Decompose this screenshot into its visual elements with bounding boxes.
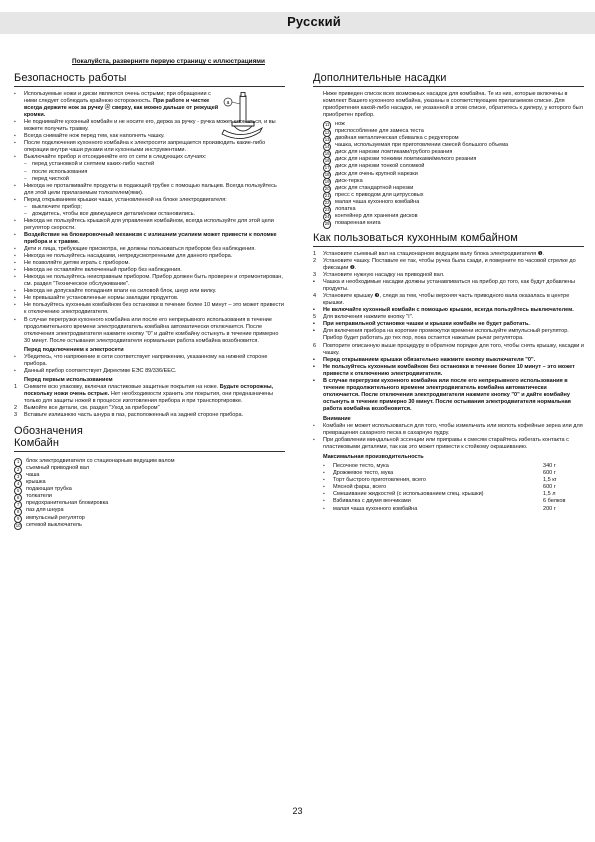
attachment-item: 23 лопатка [323,206,584,213]
before-connect-list [14,354,285,375]
safety-item: ▪ Никогда не проталкивайте продукты в подающей трубке с помощью пальцев. Всегда пользуйтесь для этой цели прилагаемым толкателем(ями). [14,183,285,197]
safety-item: ▪ Воздействие на блокировочный механизм с излишним усилием может привести к поломке прибора и к травме. [14,232,285,246]
key-item: 9 импульсный регулятор [14,515,285,522]
attachments-list [313,121,584,227]
safety-item: ▪ Никогда не пользуйтесь крышкой для управления комбайном, всегда используйте для этой цели регулятор скорости. [14,218,285,232]
left-column [14,72,285,529]
howto-title: Как пользоваться кухонным комбайном [313,232,584,247]
safety-item: ▪ Не превышайте установленные нормы закладки продуктов. [14,295,285,302]
howto-note: ▪ В случае перегрузки кухонного комбайна или после его непрерывного использования в течение продолжительного времени электродвигатель комбайна автоматически отключается. После отключения электродвигателя нажмите кнопку "0" и дайте комбайну остынуть в течение примерно 30 минут. После остывания электродвигателя нормальная работа комбайна возобновится. [313,377,571,412]
howto-step: 3 Установите нужную насадку на приводной вал. [313,272,445,279]
safety-item: ▪ После подключения кухонного комбайна к электросети запрещается производить какие-либо операции внутри чаши руками или кухонными инструментами. [14,140,285,154]
key-item: 4 крышка [14,479,285,486]
howto-step: 2 Установите чашку. Поставьте ее так, чтобы ручка была сзади, и поверните по часовой стрелке до фиксации ❷. [313,257,576,271]
howto-step: 5 Для включения нажмите кнопку "I". [313,314,414,321]
howto-steps [313,251,584,413]
safety-list-cont [14,119,285,345]
howto-note: ▪ Для включения прибора на короткие промежутки времени используйте импульсный регулятор. Прибор будет работать до тех пор, пока остается нажатым рычаг регулятора. [313,328,569,342]
key-item: 5 подающая трубка [14,486,285,493]
attention-item: ▪ Комбайн не может использоваться для того, чтобы измельчать или молоть кофейные зерна или для превращения сахарного песка в сахарную пудру. [313,423,584,437]
howto-note: ▪ Не пользуйтесь кухонным комбайном без остановки в течение более 10 минут – это может привести к отключению электродвигателя. [313,363,575,377]
attachment-item: 12 приспособление для замеса теста [323,128,584,135]
capacity-row: ▪ малая чаша кухонного комбайна 200 г [323,506,583,513]
page-number: 23 [292,806,303,816]
howto-step: 1 Установите съемный вал на стационарном ведущем валу блока электродвигателя ❶. [313,250,545,257]
safety-section [14,91,285,419]
howto-step: 6 Повторите описанную выше процедуру в обратном порядке для того, чтобы снять крышку, насадки и чашку. [313,342,585,356]
attention-title: Внимание [323,415,351,422]
safety-list [14,91,285,119]
attachment-item: 25 поваренная книга [323,220,584,227]
safety-item: ▪ Используемые ножи и диски являются очень острыми; при обращении с ними следует соблюдать крайнюю осторожность. При работе и чистке всегда держите нож за ручку ⓐ сверху, как можно дальше от режущей кромки. [14,91,223,119]
attachments-intro: Ниже приведен список всех возможных насадок для комбайна. Те из них, которые включены в комплект Вашего кухонного комбайна, указаны в соответствующем прилагаемом списке. Для приобретения какой-либо насадки, не указанной в этом списке, обратитесь к дилеру, у которого был приобретен прибор. [323,91,583,119]
capacity-title: Максимальная производительность [323,454,424,461]
howto-note: ▪ Чашка и необходимые насадки должны устанавливаться на прибор до того, как будут добавлены продукты. [313,279,575,293]
safety-subitem: – перед установкой и снятием каких-либо частей [14,161,285,168]
attachment-item: 17 диск для нарезки тонкой соломкой [323,163,584,170]
key-item: 8 паз для шнура [14,507,285,514]
capacity-row: ▪ Торт быстрого приготовления, всего 1,5 кг [323,477,583,484]
safety-item: ▪ Не поднимайте кухонный комбайн и не носите его, держа за ручку - ручка может сломаться, и вы можете получить травму. [14,119,285,133]
attention-item: ▪ При добавлении миндальной эссенции или приправы к смесям старайтесь избегать контакта с пластиковыми деталями, так как это может привести к стойкому окрашиванию. [313,437,584,451]
key-subtitle: Комбайн [14,437,285,452]
capacity-row: ▪ Дрожжевое тесто, мука 600 г [323,470,583,477]
key-item: 6 толкатели [14,493,285,500]
attachment-item: 20 диск для стандартной нарезки [323,185,584,192]
key-item: 1 блок электродвигателя со стационарным ведущим валом [14,458,285,465]
key-title: Обозначения [14,425,83,438]
key-item: 7 предохранительная блокировка [14,500,285,507]
capacity-row: ▪ Мясной фарш, всего 600 г [323,484,583,491]
attachment-item: 19 диск-терка [323,178,584,185]
before-connect-item: ▪ Данный прибор соответствует Директиве ЕЭС 89/336/EEC. [14,368,285,375]
safety-item: ▪ Не пользуйтесь кухонным комбайном без остановки в течение более 10 минут – это может привести к отключению электродвигателя. [14,302,285,316]
safety-item: ▪ Никогда не допускайте попадания влаги на силовой блок, шнур или вилку. [14,288,285,295]
attachment-item: 18 диск для очень крупной нарезки [323,171,584,178]
attachment-item: 24 контейнер для хранения дисков [323,213,584,220]
unfold-note: Покалуйста, разверните первую страницу с иллюстрациями [72,58,265,65]
attachment-item: 22 малая чаша кухонного комбайна [323,199,584,206]
howto-note: ▪ При неправильной установке чашки и крышки комбайн не будет работать. [313,321,530,328]
safety-item: ▪ Дети и лица, требующие присмотра, не должны пользоваться прибором без наблюдения. [14,246,285,253]
safety-item: ▪ Никогда не оставляйте включенный прибор без наблюдения. [14,267,285,274]
attachment-item: 11 нож [323,121,584,128]
language-title: Русский [287,14,341,29]
attachment-item: 16 диск для нарезки тонкими ломтиками/мелкого резания [323,156,584,163]
key-item: 2 съемный приводной вал [14,465,285,472]
right-column [313,72,584,513]
attachment-item: 15 диск для нарезки ломтиками/грубого резания [323,149,584,156]
safety-item: ▪ Не позволяйте детям играть с прибором. [14,260,285,267]
attachment-item: 13 двойная металлическая сбивалка с редуктором [323,135,584,142]
attachments-title: Дополнительные насадки [313,72,584,87]
howto-note: ▪ Перед открыванием крышки обязательно нажмите кнопку выключателя "0". [313,356,536,363]
howto-note: ▪ Не включайте кухонный комбайн с помощью крышки, всегда пользуйтесь выключателем. [313,307,574,314]
safety-sublist [14,161,285,182]
safety-item: ▪ Всегда снимайте нож перед тем, как наполнять чашку. [14,133,285,140]
first-use-step: 1 Снимите всю упаковку, включая пластиковые защитные покрытия на ноже. Будьте осторожны, поскольку ножи очень острые. Нет необходимости хранить эти покрытия, они предназначены только для защиты ножей в процессе изготовления прибора и при транспортировке. [14,383,274,405]
capacity-row: ▪ Смешивание жидкостей (с использованием спец. крышки) 1,5 л [323,491,583,498]
safety-title: Безопасность работы [14,72,285,87]
safety-item: ▪ Перед открыванием крышки чаши, установленной на блоке электродвигателя: – выключите прибор; – дождитесь, чтобы все движущиеся детали/ножи остановились. [14,197,285,218]
safety-item: ▪ Выключайте прибор и отсоединяйте его от сети в следующих случаях: – перед установкой и снятием каких-либо частей – после использования – перед чисткой [14,154,285,182]
first-use-title: Перед первым использованием [24,376,113,383]
attachment-item: 14 чашка, используемая при приготовлении смесей большого объема [323,142,584,149]
svg-text:a: a [226,100,230,106]
attachment-item: 21 пресс с приводом для цитрусовых [323,192,584,199]
capacity-row: ▪ Песочное тесто, мука 340 г [323,463,583,470]
before-connect-title: Перед подключением к электросети [24,346,124,353]
key-item: 3 чаша [14,472,285,479]
safety-item: ▪ Никогда не пользуйтесь неисправным прибором. Прибор должен быть проверен и отремонтирован, см. раздел "Техническое обслуживание". [14,274,285,288]
safety-sublist [14,204,285,218]
key-list [14,458,285,528]
safety-subitem: – перед чисткой [14,176,285,183]
first-use-list [14,384,285,419]
capacity-table [323,463,583,512]
howto-step: 4 Установите крышку ❸, следя за тем, чтобы верхняя часть приводного вала оказалась в центре крышки. [313,293,570,307]
attention-list [313,423,584,451]
first-use-step: 3 Вставьте излишнюю часть шнура в паз, расположенный на задней стороне прибора. [14,412,244,419]
capacity-row: ▪ Взбивалка с двумя венчиками 6 белков [323,498,583,505]
safety-subitem: – выключите прибор; [14,204,285,211]
safety-subitem: – после использования [14,169,285,176]
first-use-step: 2 Вымойте все детали, см. раздел "Уход за прибором" [14,405,160,412]
before-connect-item: ▪ Убедитесь, что напряжение в сети соответствует напряжению, указанному на нижней стороне прибора. [14,354,285,368]
safety-item: ▪ В случае перегрузки кухонного комбайна или после его непрерывного использования в течение продолжительного времени электродвигатель комбайна автоматически отключается. После отключения электродвигателя нажмите кнопку "0" и дайте комбайну остынуть в течение примерно 30 минут. После остывания электродвигателя нормальная работа комбайна возобновится. [14,317,285,345]
key-item: 10 сетевой выключатель [14,522,285,529]
safety-subitem: – дождитесь, чтобы все движущиеся детали/ножи остановились. [14,211,285,218]
safety-item: ▪ Никогда не пользуйтесь насадками, непредусмотренными для данного прибора. [14,253,285,260]
